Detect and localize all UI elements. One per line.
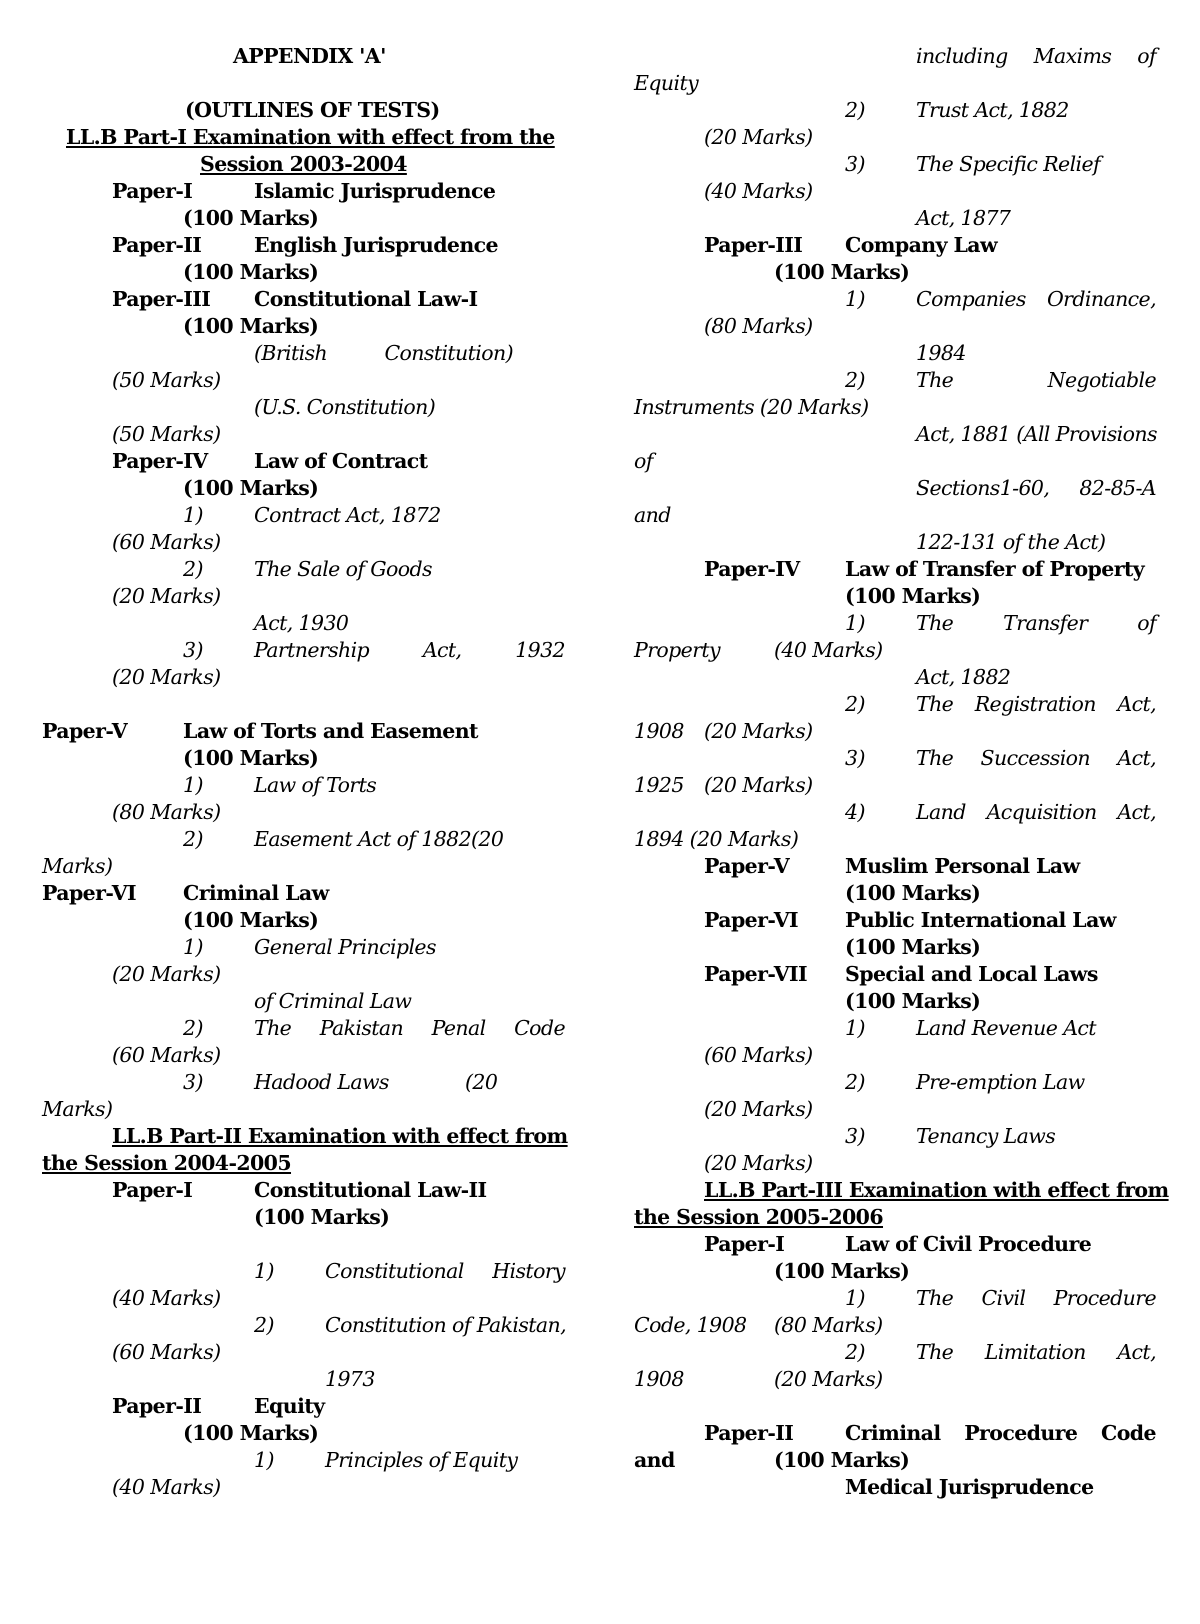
- subject-item-continued: of: [634, 449, 653, 473]
- paper-number: Paper-IV: [704, 557, 800, 581]
- part2-heading-line2: the Session 2004-2005: [42, 1151, 292, 1175]
- subject-word: 1932: [515, 638, 565, 662]
- paper-number: Paper-I: [704, 1232, 785, 1256]
- paper-title: English Jurisprudence: [254, 233, 499, 257]
- subject-word: Acquisition: [986, 800, 1097, 824]
- subject-item: Trust Act, 1882: [916, 98, 1069, 122]
- subject-word: Ordinance,: [1046, 287, 1156, 311]
- item-number: 1): [183, 503, 203, 527]
- item-number: 2): [845, 368, 865, 392]
- subject-item-continued: and: [634, 503, 671, 527]
- subject-item-continued: Code, 1908: [634, 1313, 747, 1337]
- paper-title: Company Law: [845, 233, 997, 257]
- subject-item: [916, 367, 1156, 393]
- subject-marks: (40 Marks): [112, 1286, 221, 1310]
- paper-marks: (100 Marks): [774, 260, 910, 284]
- subject-word: 82-85-A: [1079, 476, 1156, 500]
- subject-word: Procedure: [1053, 1286, 1156, 1310]
- subject-word: The: [916, 1286, 954, 1310]
- subject-word: Land: [916, 800, 966, 824]
- subject-marks: (50 Marks): [112, 422, 221, 446]
- subject-marks: (20 Marks): [112, 962, 221, 986]
- subject-item: Constitution of Pakistan,: [325, 1313, 567, 1337]
- subject-marks: Marks): [42, 1097, 113, 1121]
- subject-item-continued: Act, 1881 (All Provisions: [916, 422, 1157, 446]
- subject-item-continued: 122-131 of the Act): [916, 530, 1106, 554]
- paper-number: Paper-III: [704, 233, 803, 257]
- paper-title: Special and Local Laws: [845, 962, 1098, 986]
- subject-item-continued: Property: [634, 638, 721, 662]
- paper-title: Law of Transfer of Property: [845, 557, 1145, 581]
- item-number: 2): [845, 1340, 865, 1364]
- paper-marks: (100 Marks): [845, 881, 981, 905]
- subject-word: Maxims: [1033, 44, 1112, 68]
- paper-marks: (100 Marks): [845, 989, 981, 1013]
- subject-item: [916, 1285, 1156, 1311]
- subject-item-continued: Act, 1877: [916, 206, 1011, 230]
- subject-word: Constitution): [384, 341, 513, 365]
- subject-word: Succession: [980, 746, 1091, 770]
- paper-number: Paper-II: [704, 1421, 794, 1445]
- subject-item-continued: Instruments (20 Marks): [634, 395, 869, 419]
- subject-word: Transfer: [1003, 611, 1088, 635]
- paper-marks: (100 Marks): [845, 584, 981, 608]
- item-number: 2): [183, 1016, 203, 1040]
- item-number: 1): [845, 287, 865, 311]
- paper-marks: (100 Marks): [183, 314, 319, 338]
- paper-marks: (100 Marks): [183, 908, 319, 932]
- paper-title-continued: and: [634, 1448, 675, 1472]
- item-number: 2): [845, 98, 865, 122]
- subject-marks: (20: [465, 1070, 498, 1094]
- subject-item-continued: 1908: [634, 719, 684, 743]
- paper-title: [845, 1420, 1156, 1446]
- subject-marks: Marks): [42, 854, 113, 878]
- subject-item: [916, 799, 1156, 825]
- paper-number: Paper-I: [112, 1178, 193, 1202]
- subject-item: [916, 286, 1156, 312]
- item-number: 1): [254, 1448, 274, 1472]
- subject-item-continued: 1973: [325, 1367, 375, 1391]
- subject-word: Civil: [981, 1286, 1026, 1310]
- paper-title: Equity: [254, 1394, 325, 1418]
- item-number: 3): [183, 638, 203, 662]
- subject-item: Tenancy Laws: [916, 1124, 1056, 1148]
- subject-item: The Sale of Goods: [254, 557, 432, 581]
- item-number: 3): [845, 1124, 865, 1148]
- subject-word: Companies: [916, 287, 1026, 311]
- subject-item: Land Revenue Act: [916, 1016, 1096, 1040]
- subject-item-continued: 1894 (20 Marks): [634, 827, 799, 851]
- subject-word: The: [916, 368, 954, 392]
- paper-marks: (100 Marks): [774, 1259, 910, 1283]
- subject-item-continued: [916, 43, 1156, 69]
- subject-item: General Principles: [254, 935, 436, 959]
- paper-marks: (100 Marks): [183, 260, 319, 284]
- subject-item: Hadood Laws: [254, 1070, 389, 1094]
- subject-item-continued: of Criminal Law: [254, 989, 412, 1013]
- appendix-title: APPENDIX 'A': [233, 44, 386, 68]
- subject-item: [916, 691, 1156, 717]
- subject-word: Act,: [1117, 800, 1156, 824]
- outlines-title: (OUTLINES OF TESTS): [185, 98, 440, 122]
- subject-word: including: [916, 44, 1008, 68]
- subject-item: [916, 610, 1156, 636]
- subject-word: The: [916, 746, 954, 770]
- subject-marks: (20 Marks): [704, 1097, 813, 1121]
- title-word: Code: [1101, 1421, 1156, 1445]
- subject-item: [325, 1258, 565, 1284]
- item-number: 2): [183, 827, 203, 851]
- part1-heading-line1: LL.B Part-I Examination with effect from the: [66, 125, 555, 149]
- paper-title: Law of Torts and Easement: [183, 719, 478, 743]
- subject-item: [916, 1339, 1156, 1365]
- paper-number: Paper-VI: [704, 908, 799, 932]
- item-number: 4): [845, 800, 865, 824]
- item-number: 2): [845, 692, 865, 716]
- subject-word: Sections1-60,: [916, 476, 1050, 500]
- paper-number: Paper-V: [42, 719, 128, 743]
- subject-marks: (80 Marks): [112, 800, 221, 824]
- item-number: 2): [254, 1313, 274, 1337]
- subject-item: Law of Torts: [254, 773, 377, 797]
- subject-word: The: [916, 692, 954, 716]
- item-number: 3): [183, 1070, 203, 1094]
- paper-title: Constitutional Law-II: [254, 1178, 487, 1202]
- part3-heading-line1: LL.B Part-III Examination with effect from: [704, 1178, 1169, 1202]
- paper-number: Paper-VI: [42, 881, 137, 905]
- item-number: 3): [845, 152, 865, 176]
- paper-title: Constitutional Law-I: [254, 287, 478, 311]
- subject-word: of: [1137, 44, 1156, 68]
- item-number: 1): [183, 935, 203, 959]
- subject-word: Constitutional: [325, 1259, 464, 1283]
- subject-word: Act,: [1117, 1340, 1156, 1364]
- paper-number: Paper-I: [112, 179, 193, 203]
- subject-marks: (20 Marks): [112, 584, 221, 608]
- subject-item: [254, 340, 513, 366]
- title-word: Procedure: [964, 1421, 1078, 1445]
- part3-heading-line2: the Session 2005-2006: [634, 1205, 884, 1229]
- subject-item-continued: 1908: [634, 1367, 684, 1391]
- subject-item-continued: 1925: [634, 773, 684, 797]
- paper-number: Paper-II: [112, 233, 202, 257]
- subject-item: Pre-emption Law: [916, 1070, 1085, 1094]
- paper-title-continued: Medical Jurisprudence: [845, 1475, 1094, 1499]
- subject-item-continued: Act, 1882: [916, 665, 1011, 689]
- subject-item: [254, 1015, 565, 1041]
- item-number: 2): [183, 557, 203, 581]
- part2-heading-line1: LL.B Part-II Examination with effect from: [112, 1124, 568, 1148]
- paper-number: Paper-II: [112, 1394, 202, 1418]
- paper-marks: (100 Marks): [774, 1448, 910, 1472]
- subject-marks: (60 Marks): [704, 1043, 813, 1067]
- subject-marks: (60 Marks): [112, 1043, 221, 1067]
- item-number: 1): [254, 1259, 274, 1283]
- subject-marks: (20 Marks): [704, 1151, 813, 1175]
- subject-word: The: [916, 611, 954, 635]
- paper-marks: (100 Marks): [183, 476, 319, 500]
- subject-marks: (60 Marks): [112, 1340, 221, 1364]
- subject-word: History: [492, 1259, 565, 1283]
- subject-word: Negotiable: [1047, 368, 1156, 392]
- subject-item: (U.S. Constitution): [254, 395, 436, 419]
- paper-number: Paper-VII: [704, 962, 808, 986]
- subject-marks: (40 Marks): [704, 179, 813, 203]
- paper-number: Paper-IV: [112, 449, 208, 473]
- subject-word: Act,: [1117, 746, 1156, 770]
- item-number: 1): [845, 1286, 865, 1310]
- item-number: 3): [845, 746, 865, 770]
- subject-marks: (20 Marks): [704, 125, 813, 149]
- subject-word: Code: [514, 1016, 565, 1040]
- subject-word: Partnership: [254, 638, 370, 662]
- paper-title: Law of Contract: [254, 449, 428, 473]
- paper-title: Criminal Law: [183, 881, 329, 905]
- subject-word: (British: [254, 341, 328, 365]
- item-number: 1): [183, 773, 203, 797]
- subject-marks: (40 Marks): [774, 638, 883, 662]
- subject-item: [916, 745, 1156, 771]
- subject-item-continued: 1984: [916, 341, 966, 365]
- part1-heading-line2: Session 2003-2004: [200, 152, 407, 176]
- subject-word: Limitation: [984, 1340, 1086, 1364]
- paper-marks: (100 Marks): [183, 746, 319, 770]
- subject-word: Registration: [974, 692, 1096, 716]
- subject-marks: (80 Marks): [774, 1313, 883, 1337]
- item-number: 1): [845, 1016, 865, 1040]
- item-number: 1): [845, 611, 865, 635]
- subject-marks: (40 Marks): [112, 1475, 221, 1499]
- subject-item-continued: [916, 475, 1156, 501]
- paper-title: Islamic Jurisprudence: [254, 179, 496, 203]
- title-word: Criminal: [845, 1421, 941, 1445]
- subject-word: The: [916, 1340, 954, 1364]
- subject-marks: (20 Marks): [704, 719, 813, 743]
- subject-item: Contract Act, 1872: [254, 503, 441, 527]
- subject-marks: (20 Marks): [774, 1367, 883, 1391]
- subject-marks: (20 Marks): [704, 773, 813, 797]
- subject-item-continued: Act, 1930: [254, 611, 349, 635]
- subject-marks: (80 Marks): [704, 314, 813, 338]
- subject-word: of: [1137, 611, 1156, 635]
- subject-item-continued: Equity: [634, 71, 699, 95]
- subject-word: Penal: [431, 1016, 486, 1040]
- subject-item: The Specific Relief: [916, 152, 1101, 176]
- subject-word: Act,: [1117, 692, 1156, 716]
- paper-title: Muslim Personal Law: [845, 854, 1080, 878]
- paper-marks: (100 Marks): [254, 1205, 390, 1229]
- item-number: 2): [845, 1070, 865, 1094]
- subject-marks: (60 Marks): [112, 530, 221, 554]
- paper-title: Law of Civil Procedure: [845, 1232, 1092, 1256]
- paper-marks: (100 Marks): [183, 1421, 319, 1445]
- paper-number: Paper-III: [112, 287, 211, 311]
- subject-word: Act,: [422, 638, 462, 662]
- subject-word: Pakistan: [319, 1016, 404, 1040]
- subject-marks: (50 Marks): [112, 368, 221, 392]
- paper-number: Paper-V: [704, 854, 790, 878]
- subject-item: Principles of Equity: [325, 1448, 518, 1472]
- subject-item: [254, 637, 565, 663]
- paper-title: Public International Law: [845, 908, 1116, 932]
- subject-item: Easement Act of 1882(20: [254, 827, 504, 851]
- subject-marks: (20 Marks): [112, 665, 221, 689]
- paper-marks: (100 Marks): [183, 206, 319, 230]
- subject-word: The: [254, 1016, 292, 1040]
- paper-marks: (100 Marks): [845, 935, 981, 959]
